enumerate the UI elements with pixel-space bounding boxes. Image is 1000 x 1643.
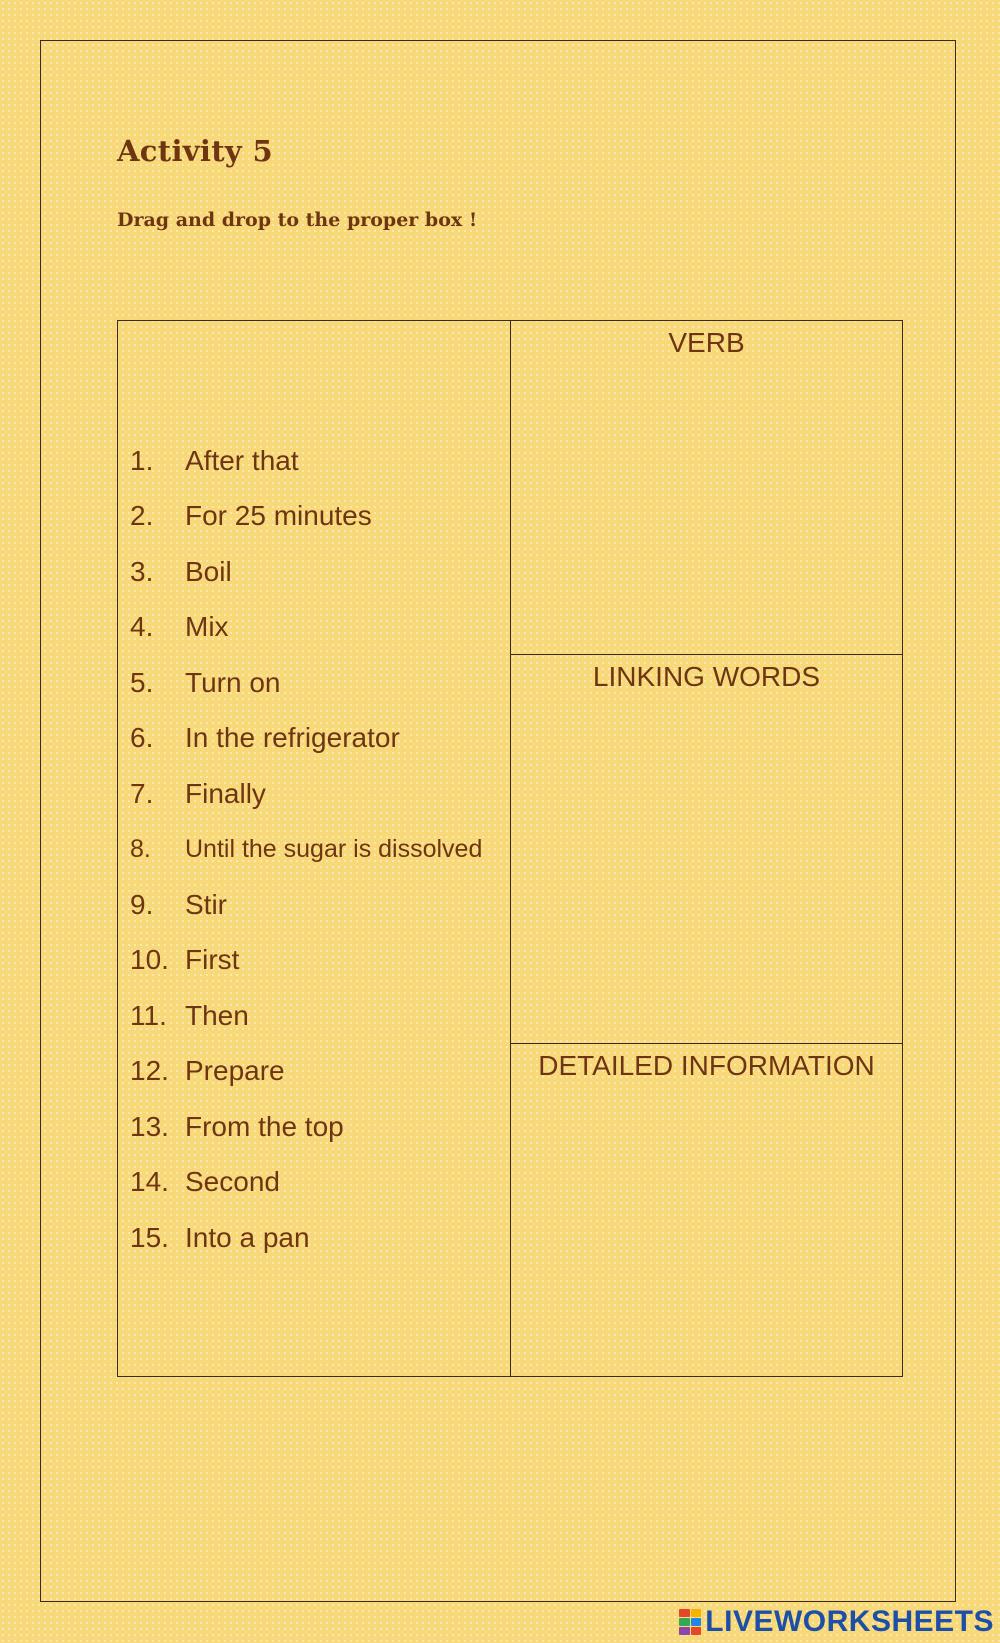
verb-drop-box[interactable] <box>511 321 902 655</box>
word-number: 11. <box>130 999 167 1031</box>
word-text: Mix <box>185 611 229 643</box>
word-number: 1. <box>130 444 154 476</box>
word-number: 10. <box>130 944 169 976</box>
word-bank <box>118 321 511 1376</box>
activity-title: Activity 5 <box>117 134 273 168</box>
sorting-table <box>117 320 903 1377</box>
word-number: 5. <box>130 666 154 698</box>
verb-box-label: VERB <box>668 327 745 358</box>
word-text: In the refrigerator <box>185 722 400 754</box>
word-number: 7. <box>130 777 154 809</box>
liveworksheets-logo <box>679 1605 994 1639</box>
word-text: From the top <box>185 1110 344 1142</box>
word-item[interactable] <box>130 1155 482 1211</box>
word-item[interactable] <box>130 822 482 878</box>
word-item[interactable] <box>130 933 482 989</box>
word-text: Finally <box>185 777 266 809</box>
word-text: Stir <box>185 888 227 920</box>
word-text: Then <box>185 999 249 1031</box>
word-number: 12. <box>130 1055 169 1087</box>
word-text: Into a pan <box>185 1221 310 1253</box>
drop-zones <box>511 321 902 1376</box>
word-item[interactable] <box>130 655 482 711</box>
activity-instruction: Drag and drop to the proper box ! <box>117 209 478 231</box>
word-item[interactable] <box>130 544 482 600</box>
word-item[interactable] <box>130 433 482 489</box>
word-number: 4. <box>130 611 154 643</box>
word-number: 2. <box>130 500 154 532</box>
word-text: Turn on <box>185 666 281 698</box>
word-number: 15. <box>130 1221 169 1253</box>
word-number: 9. <box>130 888 154 920</box>
detailed-information-box-label: DETAILED INFORMATION <box>538 1050 875 1081</box>
word-item[interactable] <box>130 766 482 822</box>
word-item[interactable] <box>130 1210 482 1266</box>
linking-words-drop-box[interactable] <box>511 655 902 1044</box>
word-text: Boil <box>185 555 232 587</box>
word-item[interactable] <box>130 988 482 1044</box>
word-list <box>130 433 482 1266</box>
word-item[interactable] <box>130 600 482 656</box>
word-text: Prepare <box>185 1055 285 1087</box>
word-text: First <box>185 944 240 976</box>
word-item[interactable] <box>130 877 482 933</box>
word-number: 6. <box>130 722 154 754</box>
liveworksheets-logo-text: LIVEWORKSHEETS <box>705 1605 994 1638</box>
detailed-information-drop-box[interactable] <box>511 1044 902 1376</box>
word-item[interactable] <box>130 1044 482 1100</box>
word-text: For 25 minutes <box>185 500 372 532</box>
word-text: After that <box>185 444 299 476</box>
word-number: 3. <box>130 555 154 587</box>
liveworksheets-logo-icon <box>679 1609 701 1635</box>
word-item[interactable] <box>130 1099 482 1155</box>
word-item[interactable] <box>130 489 482 545</box>
linking-words-box-label: LINKING WORDS <box>592 661 821 692</box>
word-number: 13. <box>130 1110 169 1142</box>
word-text: Until the sugar is dissolved <box>185 834 483 863</box>
word-text: Second <box>185 1166 280 1198</box>
word-item[interactable] <box>130 711 482 767</box>
word-number: 8. <box>130 834 151 863</box>
word-number: 14. <box>130 1166 169 1198</box>
